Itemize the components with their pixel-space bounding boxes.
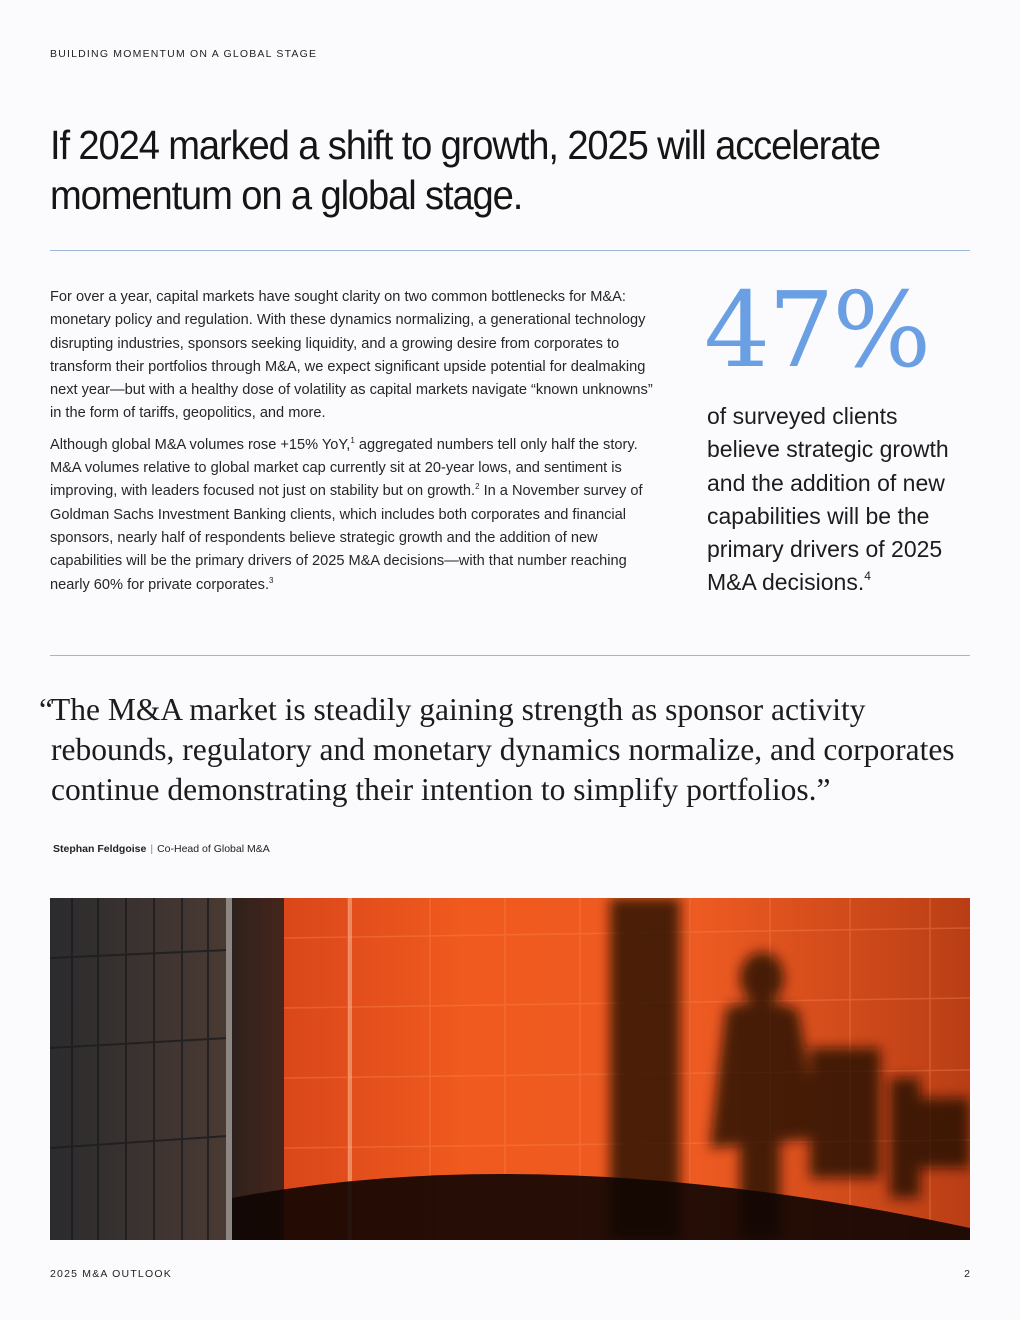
photo-shadow-illustration: [50, 898, 970, 1240]
quote-author: Stephan Feldgoise: [53, 843, 147, 855]
attribution-separator: |: [150, 843, 154, 855]
page-headline: [50, 120, 887, 220]
footer-publication: 2025 M&A OUTLOOK: [50, 1268, 172, 1280]
body-paragraph-2: Although global M&A volumes rose +15% YoY,$^1$ aggregated numbers tell only half the story. M&A volumes relative to global market cap currently sit at 20-year lows, and sentiment is improving, with leaders focused not just on stability but on growth.$^2$ In a November survey of Goldman Sachs Investment Banking clients, which includes both corporates and financial sponsors, nearly half of respondents believe strategic growth and the addition of new capabilities will be the primary drivers of 2025 M&A decisions—with that number reaching nearly 60% for private corporates.$^3$: [50, 435, 643, 593]
footnote-ref-2: 2: [475, 482, 480, 492]
quote-text: The M&A market is steadily gaining strength as sponsor activity rebounds, regulatory and monetary dynamics normalize, and corporates continue demonstrating their intention to simplify portfolios.”: [51, 692, 955, 807]
footer-page-number: 2: [964, 1268, 970, 1280]
stat-value: 47%: [704, 269, 930, 391]
body-paragraph-1: For over a year, capital markets have sought clarity on two common bottlenecks for M&A: monetary policy and regulation. With these dynamics normalizing, a generational technology disrupting industries, sponsors seeking liquidity, and a growing desire from corporates to transform their portfolios through M&A, we expect significant upside potential for dealmaking next year—but with a healthy dose of volatility as capital markets navigate “known unknowns” in the form of tariffs, geopolitics, and more.: [50, 289, 653, 422]
section-eyebrow: BUILDING MOMENTUM ON A GLOBAL STAGE: [50, 48, 318, 60]
pull-quote: [39, 690, 981, 810]
footnote-ref-3: 3: [269, 575, 274, 585]
quote-author-role: Co-Head of Global M&A: [157, 843, 270, 855]
body-text: [50, 286, 668, 605]
stat-description: of surveyed clients believe strategic growth and the addition of new capabilities will be the primary drivers of 2025 M&A decisions.$^4$: [707, 403, 949, 596]
footnote-ref-1: 1: [350, 435, 355, 445]
footnote-ref-4: 4: [864, 569, 871, 584]
quote-attribution: [53, 843, 270, 855]
headline-line-2: momentum on a global stage.: [50, 172, 523, 218]
quote-open-mark: “: [39, 692, 53, 727]
headline-line-1: If 2024 marked a shift to growth, 2025 will accelerate: [50, 122, 880, 168]
hero-photo: [50, 898, 970, 1240]
top-divider: [50, 250, 970, 251]
quote-divider: [50, 655, 970, 656]
